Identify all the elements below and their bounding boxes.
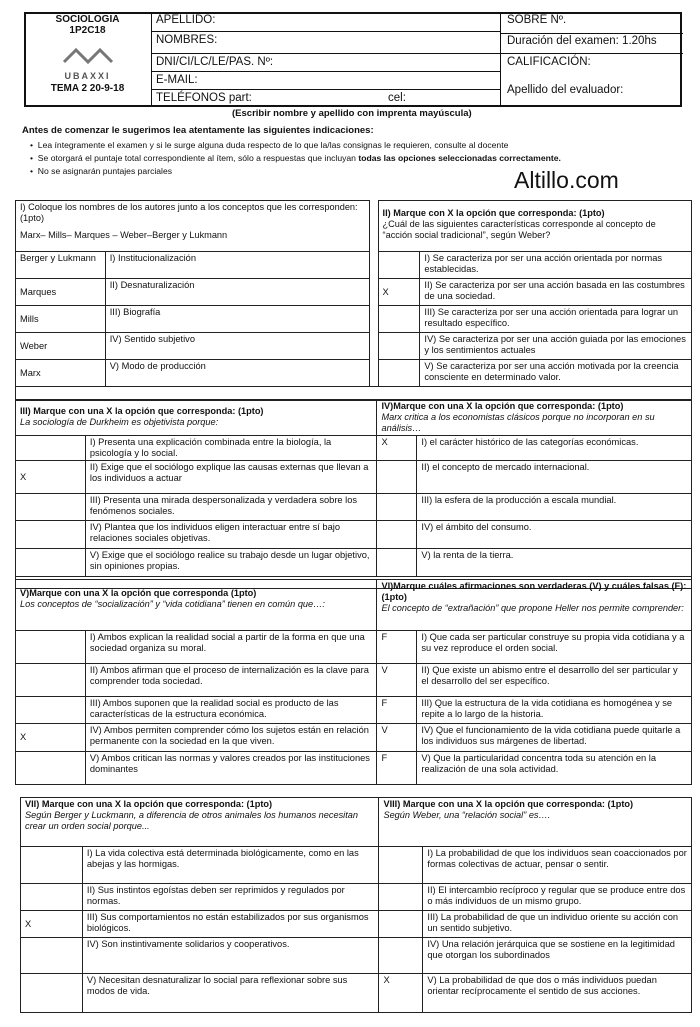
q6-option: III) Que la estructura de la vida cotidiana es homogénea y se repite a lo largo de la historia. [417,697,692,724]
q2-mark-cell[interactable] [378,306,420,333]
q2-mark-cell[interactable] [378,360,420,387]
q6-mark-cell[interactable]: F [377,631,417,664]
gap [369,252,378,279]
q5-mark-cell[interactable] [16,697,86,724]
q5-prompt: Los conceptos de “socialización” y “vida cotidiana” tienen en común que…: [20,599,325,609]
q3-header [16,400,377,436]
q6-mark-cell[interactable]: V [377,664,417,697]
q1-header [16,201,370,252]
instructions-title: Antes de comenzar le sugerimos lea atentamente las siguientes indicaciones: [22,125,374,136]
q7-mark-cell[interactable] [21,974,83,1013]
q1-authors: Marx– Mills– Marques – Weber–Berger y Lukmann [20,230,228,240]
instruction-text: No se asignarán puntajes parciales [37,166,173,176]
q3-option: IV) Plantea que los individuos eligen interactuar entre sí bajo relaciones sociales objetivas. [85,521,377,549]
watermark: Altillo.com [514,167,619,193]
q6-prompt: El concepto de “extrañación” que propone Heller nos permite comprender: [381,603,684,613]
q5-mark-cell[interactable] [16,752,86,785]
student-fields [152,12,500,107]
q4-mark-cell[interactable] [377,521,417,549]
email-field[interactable]: E-MAIL: [152,72,500,90]
nombres-field[interactable]: NOMBRES: [152,32,500,54]
q8-mark-cell[interactable] [379,938,423,974]
q8-option: III) La probabilidad de que un individuo oriente su acción con un sentido subjetivo. [423,911,692,938]
gap [369,279,378,306]
q2-option: III) Se caracteriza por ser una acción orientada para lograr un resultado específico. [420,306,692,333]
q4-mark-cell[interactable] [377,461,417,494]
telefono-field[interactable] [152,90,500,107]
q4-option: IV) el ámbito del consumo. [417,521,692,549]
q6-header [377,580,692,631]
q5-header [16,580,377,631]
duracion-text: Duración del examen: 1.20hs [501,34,683,54]
telefono-label: TELÉFONOS part: [156,92,252,104]
q3-mark-cell[interactable] [16,549,86,577]
q4-prompt: Marx critica a los economistas clásicos porque no incorporan en su análisis… [381,412,655,433]
apellido-field[interactable]: APELLIDO: [152,12,500,32]
instruction-text: Lea íntegramente el examen y si le surge alguna duda respecto de lo que la/las consignas le requieren, consulte al docente [37,140,509,150]
dni-field[interactable]: DNI/CI/LC/LE/PAS. Nº: [152,54,500,72]
q7-mark-cell[interactable] [21,847,83,884]
q4-option: V) la renta de la tierra. [417,549,692,577]
q7-option: I) La vida colectiva está determinada biológicamente, como en las abejas y las hormigas. [82,847,379,884]
q5-mark-cell[interactable] [16,631,86,664]
q1-title: I) Coloque los nombres de los autores junto a los conceptos que les corresponden:(1pto) [20,202,358,223]
q1-answer-cell[interactable]: Berger y Lukmann [16,252,106,279]
q1-concept: IV) Sentido subjetivo [105,333,369,360]
q5-q6-table [15,579,692,785]
q3-prompt: La sociología de Durkheim es objetivista porque: [20,417,219,427]
q1-answer-cell[interactable]: Weber [16,333,106,360]
sobre-field[interactable]: SOBRE Nº. [501,12,683,34]
q7-prompt: Según Berger y Luckmann, a diferencia de otros animales los humanos necesitan crear un orden social porque... [25,810,358,831]
q2-mark-cell[interactable]: X [378,279,420,306]
q5-option: V) Ambos critican las normas y valores creados por las instituciones dominantes [85,752,377,785]
q3-option: V) Exige que el sociólogo realice su trabajo desde un lugar objetivo, sin opiniones propias. [85,549,377,577]
q4-header [377,400,692,436]
q3-mark-cell[interactable] [16,436,86,461]
q2-header [378,201,691,252]
q6-option: I) Que cada ser particular construye su propia vida cotidiana y a su vez reproduce el orden social. [417,631,692,664]
instruction-item: • No se asignarán puntajes parciales [30,166,173,176]
name-note: (Escribir nombre y apellido con imprenta mayúscula) [232,108,472,119]
q3-option: I) Presenta una explicación combinada entre la biología, la psicología y lo social. [85,436,377,461]
q4-option: III) la esfera de la producción a escala mundial. [417,494,692,521]
q7-option: II) Sus instintos egoístas deben ser reprimidos y regulados por normas. [82,884,379,911]
instruction-item: • Lea íntegramente el examen y si le surge alguna duda respecto de lo que la/las consignas le requieren, consulte al docente [30,140,509,150]
q1-concept: III) Biografía [105,306,369,333]
q7-mark-cell[interactable] [21,938,83,974]
q6-title: VI)Marque cuáles afirmaciones son verdaderas (V) y cuáles falsas (F):(1pto) [381,581,687,602]
q2-option: II) Se caracteriza por ser una acción basada en las costumbres de una sociedad. [420,279,692,306]
q1-answer-cell[interactable]: Marx [16,360,106,387]
q6-mark-cell[interactable]: F [377,752,417,785]
q5-option: II) Ambos afirman que el proceso de internalización es la clave para comprender toda sociedad. [85,664,377,697]
gap [369,333,378,360]
gap [369,201,378,252]
q7-mark-cell[interactable] [21,884,83,911]
q1-concept: I) Institucionalización [105,252,369,279]
q8-title: VIII) Marque con una X la opción que corresponda: (1pto) [383,799,634,809]
q5-mark-cell[interactable] [16,664,86,697]
q2-prompt: ¿Cuál de las siguientes características corresponde al concepto de “acción social tradicional”, según Weber? [382,219,656,240]
q6-mark-cell[interactable]: F [377,697,417,724]
subject-name: SOCIOLOGIA [55,14,120,25]
gap [369,306,378,333]
q5-option: III) Ambos suponen que la realidad social es producto de las características de la estructura económica. [85,697,377,724]
q4-mark-cell[interactable] [377,549,417,577]
q2-option: V) Se caracteriza por ser una acción motivada por la creencia consciente en determinado valor. [420,360,692,387]
evaluador-field[interactable]: Apellido del evaluador: [507,84,624,96]
q8-mark-cell[interactable]: X [379,974,423,1013]
q8-mark-cell[interactable] [379,911,423,938]
q1-concept: II) Desnaturalización [105,279,369,306]
q5-option: IV) Ambos permiten comprender cómo los sujetos están en relación permanente con la sociedad en la que viven. [85,724,377,752]
q1-answer-cell[interactable]: Mills [16,306,106,333]
q2-mark-cell[interactable] [378,333,420,360]
q3-title: III) Marque con una X la opción que corresponda: (1pto) [20,406,264,416]
q7-q8-table [20,797,692,1013]
course-code: 1P2C18 [69,25,106,36]
q6-mark-cell[interactable]: V [377,724,417,752]
q3-mark-cell[interactable] [16,521,86,549]
logo-text: UBAXXI [64,71,111,81]
q3-option: III) Presenta una mirada despersonalizada y verdadera sobre los fenómenos sociales. [85,494,377,521]
tema-date: TEMA 2 20-9-18 [50,83,125,94]
q3-option: II) Exige que el sociólogo explique las causas externas que llevan a los individuos a actuar [85,461,377,494]
q7-option: III) Sus comportamientos no están estabilizados por sus organismos biológicos. [82,911,379,938]
instruction-text: Se otorgará el puntaje total correspondiente al ítem, sólo a respuestas que incluyan [37,153,356,163]
q7-option: V) Necesitan desnaturalizar lo social para reflexionar sobre sus modos de vida. [82,974,379,1013]
q1-q2-table [15,200,692,401]
q8-option: II) El intercambio recíproco y regular que se produce entre dos o más individuos de un mismo grupo. [423,884,692,911]
q8-mark-cell[interactable] [379,847,423,884]
q2-mark-cell[interactable] [378,252,420,279]
q7-title: VII) Marque con una X la opción que corresponda: (1pto) [25,799,273,809]
q8-option: IV) Una relación jerárquica que se sostiene en la legitimidad que otorgan los subordinados [423,938,692,974]
q2-title: II) Marque con X la opción que corresponda: (1pto) [382,208,605,218]
q7-mark-cell[interactable]: X [21,911,83,938]
q1-concept: V) Modo de producción [105,360,369,387]
header-logo-cell [24,12,152,107]
q2-option: IV) Se caracteriza por ser una acción guiada por las emociones y los sentimientos actuales [420,333,692,360]
q8-mark-cell[interactable] [379,884,423,911]
q7-option: IV) Son instintivamente solidarios y cooperativos. [82,938,379,974]
q3-mark-cell[interactable]: X [16,461,86,494]
q5-title: V)Marque con una X la opción que corresponda (1pto) [20,588,257,598]
q4-option: I) el carácter histórico de las categorías económicas. [417,436,692,461]
instruction-bold: todas las opciones seleccionadas correctamente. [358,153,561,163]
q2-option: I) Se caracteriza por ser una acción orientada por normas establecidas. [420,252,692,279]
q5-mark-cell[interactable]: X [16,724,86,752]
q8-prompt: Según Weber, una “relación social” es…. [383,810,551,820]
evaluator-fields [500,12,682,107]
q6-option: V) Que la particularidad concentra toda su atención en la realización de una sola actividad. [417,752,692,785]
q3-mark-cell[interactable] [16,494,86,521]
q7-header [21,798,379,847]
instruction-item: • Se otorgará el puntaje total correspondiente al ítem, sólo a respuestas que incluyan todas las opciones seleccionadas correctamente. [30,153,561,163]
q4-title: IV)Marque con una X la opción que corresponda: (1pto) [381,401,624,411]
calificacion-field[interactable]: CALIFICACIÓN: [507,56,591,68]
q1-answer-cell[interactable]: Marques [16,279,106,306]
ubaxxi-logo-icon [58,44,118,68]
cel-label: cel: [388,92,406,104]
q6-option: II) Que existe un abismo entre el desarrollo del ser particular y el desarrollo del ser específico. [417,664,692,697]
q4-mark-cell[interactable]: X [377,436,417,461]
q6-option: IV) Que el funcionamiento de la vida cotidiana puede quitarle a los individuos sus márgenes de libertad. [417,724,692,752]
gap [369,360,378,387]
q4-mark-cell[interactable] [377,494,417,521]
q5-option: I) Ambos explican la realidad social a partir de la forma en que una sociedad organiza su moral. [85,631,377,664]
q3-q4-table [15,399,692,589]
q8-header [379,798,692,847]
q8-option: V) La probabilidad de que dos o más individuos puedan orientar recíprocamente el sentido de sus acciones. [423,974,692,1013]
q8-option: I) La probabilidad de que los individuos sean coaccionados por formas colectivas de actuar, pensar o sentir. [423,847,692,884]
q4-option: II) el concepto de mercado internacional. [417,461,692,494]
